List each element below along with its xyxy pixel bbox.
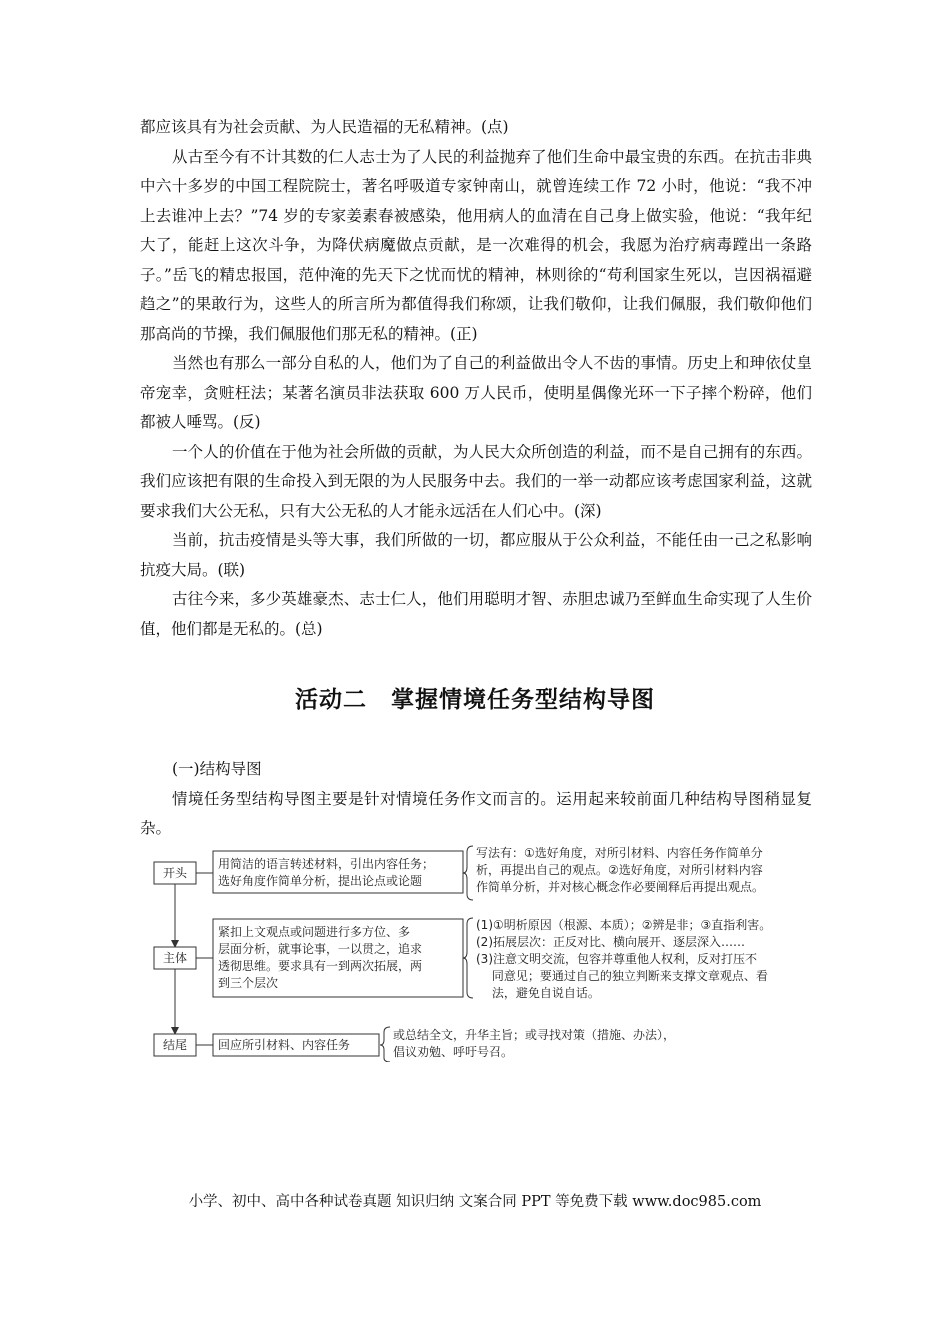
- stage-label: 主体: [162, 951, 188, 965]
- essay-body: [140, 113, 812, 644]
- stage-label: 结尾: [162, 1038, 188, 1052]
- requirement-line: 回应所引材料、内容任务: [218, 1038, 351, 1052]
- paragraph-point: 都应该具有为社会贡献、为人民造福的无私精神。(点): [140, 118, 509, 136]
- structure-intro: [140, 755, 812, 844]
- section-title: 活动二 掌握情境任务型结构导图: [295, 687, 655, 713]
- detail-line: 析，再提出自己的观点。②选好角度，对所引材料内容: [476, 863, 763, 877]
- requirement-line: 用简洁的语言转述材料，引出内容任务；: [218, 857, 435, 871]
- detail-line: 法，避免自说自话。: [476, 986, 600, 1000]
- detail-line: (2)拓展层次：正反对比、横向展开、逐层深入……: [476, 935, 745, 949]
- stage-ending: [154, 1027, 675, 1062]
- detail-line: (1)①明析原因（根源、本质）；②辨是非；③直指利害。: [476, 918, 772, 932]
- requirement-line: 到三个层次: [218, 976, 279, 990]
- detail-line: 倡议劝勉、呼吁号召。: [393, 1045, 514, 1059]
- brace: [463, 846, 473, 900]
- page-footer: 小学、初中、高中各种试卷真题 知识归纳 文案合同 PPT 等免费下载 www.doc985.com: [188, 1194, 762, 1210]
- paragraph-positive: 从古至今有不计其数的仁人志士为了人民的利益抛弃了他们生命中最宝贵的东西。在抗击非典中六十多岁的中国工程院院士，著名呼吸道专家钟南山，就曾连续工作 72 小时，他说：“我不冲上去谁冲上去？”74 岁的专家姜素春被感染，他用病人的血清在自己身上做实验，他说：“我年纪大了，能赶上这次斗争，为降伏病魔做点贡献，是一次难得的机会，我愿为治疗病毒蹚出一条路子。”岳飞的精忠报国，范仲淹的先天下之忧而忧的精神，林则徐的“苟利国家生死以，岂因祸福避趋之”的果敢行为，这些人的所言所为都值得我们称颂，让我们敬仰，让我们佩服，我们敬仰他们那高尚的节操，我们佩服他们那无私的精神。(正): [140, 147, 812, 343]
- detail-line: 或总结全文，升华主旨；或寻找对策（措施、办法），: [393, 1028, 676, 1042]
- paragraph-connect: 当前，抗击疫情是头等大事，我们所做的一切，都应服从于公众利益，不能任由一己之私影响抗疫大局。(联): [140, 531, 812, 579]
- detail-line: 写法有：①选好角度，对所引材料、内容任务作简单分: [476, 846, 763, 860]
- paragraph-negative: 当然也有那么一部分自私的人，他们为了自己的利益做出令人不齿的事情。历史上和珅依仗皇帝宠幸，贪赃枉法；某著名演员非法获取 600 万人民币，使明星偶像光环一下子摔个粉碎，他们都被人唾骂。(反): [140, 354, 812, 431]
- subheading: (一)结构导图: [172, 760, 262, 778]
- detail-line: (3)注意文明交流，包容并尊重他人权利，反对打压不: [476, 952, 758, 966]
- requirement-line: 紧扣上文观点或问题进行多方位、多: [218, 925, 411, 939]
- paragraph-summary: 古往今来，多少英雄豪杰、志士仁人，他们用聪明才智、赤胆忠诚乃至鲜血生命实现了人生价值，他们都是无私的。(总): [140, 590, 812, 638]
- structure-diagram: [140, 840, 800, 1062]
- stage-body: [154, 917, 771, 1000]
- brace: [380, 1027, 390, 1062]
- brace: [463, 918, 473, 998]
- paragraph-deepen: 一个人的价值在于他为社会所做的贡献，为人民大众所创造的利益，而不是自己拥有的东西。我们应该把有限的生命投入到无限的为人民服务中去。我们的一举一动都应该考虑国家利益，这就要求我们大公无私，只有大公无私的人才能永远活在人们心中。(深): [140, 442, 812, 520]
- stage-opening: [154, 845, 764, 900]
- requirement-line: 透彻思维。要求具有一到两次拓展，两: [218, 959, 423, 973]
- intro-paragraph: 情境任务型结构导图主要是针对情境任务作文而言的。运用起来较前面几种结构导图稍显复杂。: [140, 789, 812, 837]
- detail-line: 同意见；要通过自己的独立判断来支撑文章观点、看: [476, 969, 768, 983]
- requirement-line: 选好角度作简单分析，提出论点或论题: [218, 874, 423, 888]
- stage-label: 开头: [162, 866, 188, 880]
- requirement-line: 层面分析，就事论事，一以贯之，追求: [218, 942, 423, 956]
- detail-line: 作简单分析，并对核心概念作必要阐释后再提出观点。: [476, 880, 765, 894]
